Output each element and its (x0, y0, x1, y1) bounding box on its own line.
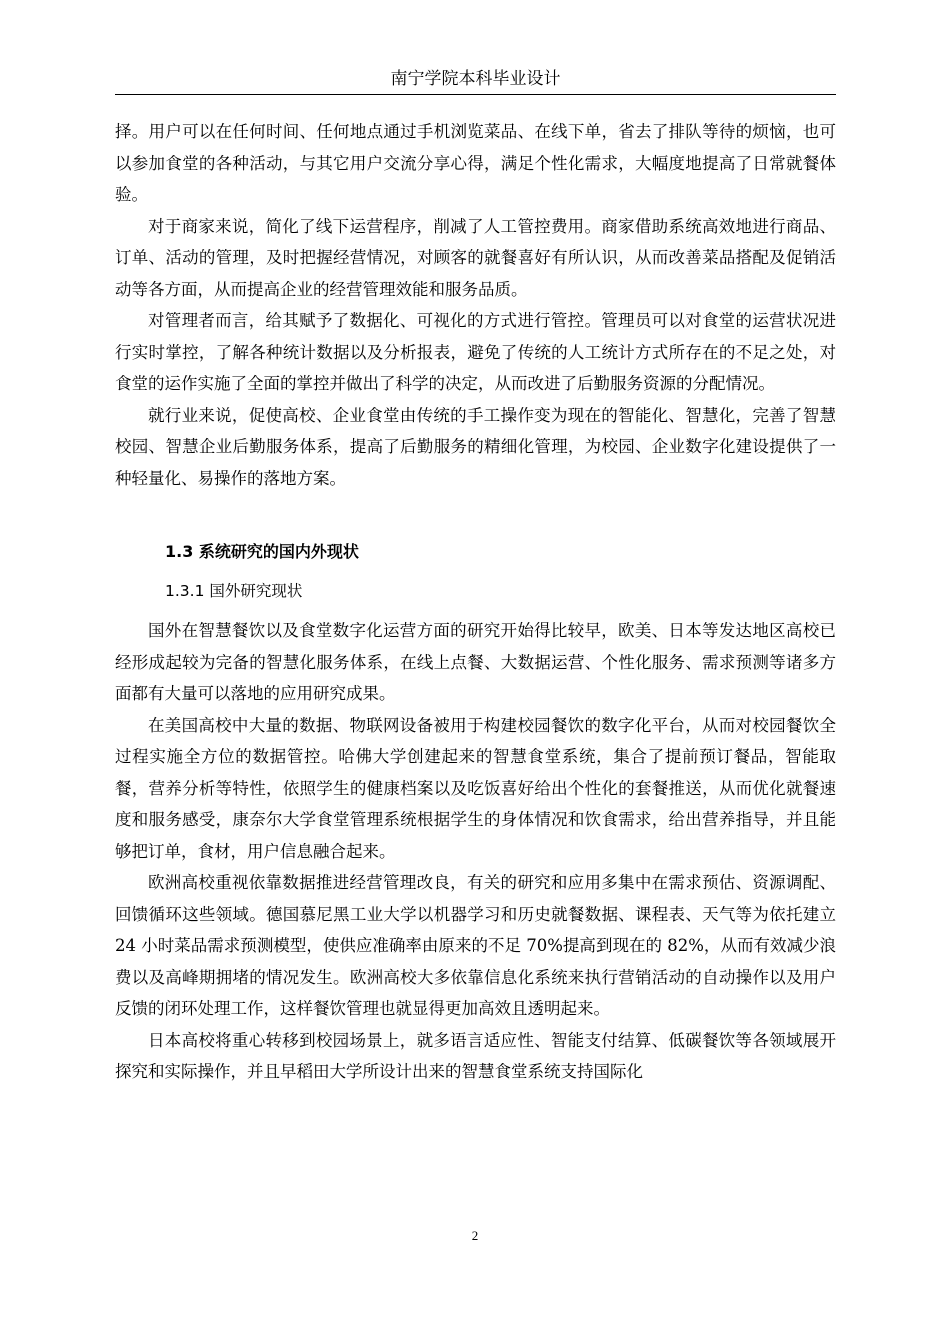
paragraph-europe: 欧洲高校重视依靠数据推进经营管理改良，有关的研究和应用多集中在需求预估、资源调配、回馈循环这些领域。德国慕尼黑工业大学以机器学习和历史就餐数据、课程表、天气等为依托建立 24 小时菜品需求预测模型，使供应准确率由原来的不足 70%提高到现在的 82%，从而有效减少浪费以及高峰期拥堵的情况发生。欧洲高校大多依靠信息化系统来执行营销活动的自动操作以及用户反馈的闭环处理工作，这样餐饮管理也就显得更加高效且透明起来。 (115, 873, 836, 1018)
paragraph-industry: 就行业来说，促使高校、企业食堂由传统的手工操作变为现在的智能化、智慧化，完善了智慧校园、智慧企业后勤服务体系，提高了后勤服务的精细化管理，为校园、企业数字化建设提供了一种轻量化、易操作的落地方案。 (115, 405, 836, 488)
paragraph-japan: 日本高校将重心转移到校园场景上，就多语言适应性、智能支付结算、低碳餐饮等各领域展开探究和实际操作，并且早稻田大学所设计出来的智慧食堂系统支持国际化 (115, 1030, 836, 1081)
page-header-title: 南宁学院本科毕业设计 (390, 69, 561, 89)
paragraph-overview: 国外在智慧餐饮以及食堂数字化运营方面的研究开始得比较早，欧美、日本等发达地区高校已经形成起较为完备的智慧化服务体系，在线上点餐、大数据运营、个性化服务、需求预测等诸多方面都有大量可以落地的应用研究成果。 (115, 621, 836, 703)
page-number: 2 (471, 1228, 479, 1243)
section-heading: 1.3 系统研究的国内外现状 (165, 542, 359, 561)
document-body (115, 116, 836, 1088)
subsection-heading: 1.3.1 国外研究现状 (165, 581, 303, 600)
subheading-spacer (115, 607, 836, 615)
section-spacer (115, 494, 836, 536)
paragraph-managers: 对管理者而言，给其赋予了数据化、可视化的方式进行管控。管理员可以对食堂的运营状况进行实时掌控，了解各种统计数据以及分析报表，避免了传统的人工统计方式所存在的不足之处，对食堂的运作实施了全面的掌控并做出了科学的决定，从而改进了后勤服务资源的分配情况。 (115, 311, 836, 393)
paragraph-continuation: 择。用户可以在任何时间、任何地点通过手机浏览菜品、在线下单，省去了排队等待的烦恼，也可以参加食堂的各种活动，与其它用户交流分享心得，满足个性化需求，大幅度地提高了日常就餐体验。 (115, 122, 836, 204)
header-divider (115, 94, 836, 95)
paragraph-usa: 在美国高校中大量的数据、物联网设备被用于构建校园餐饮的数字化平台，从而对校园餐饮全过程实施全方位的数据管控。哈佛大学创建起来的智慧食堂系统，集合了提前预订餐品，智能取餐，营养分析等特性，依照学生的健康档案以及吃饭喜好给出个性化的套餐推送，从而优化就餐速度和服务感受，康奈尔大学食堂管理系统根据学生的身体情况和饮食需求，给出营养指导，并且能够把订单，食材，用户信息融合起来。 (115, 715, 836, 861)
paragraph-merchants: 对于商家来说，简化了线下运营程序，削减了人工管控费用。商家借助系统高效地进行商品、订单、活动的管理，及时把握经营情况，对顾客的就餐喜好有所认识，从而改善菜品搭配及促销活动等各方面，从而提高企业的经营管理效能和服务品质。 (115, 216, 836, 299)
heading-spacer (115, 568, 836, 576)
